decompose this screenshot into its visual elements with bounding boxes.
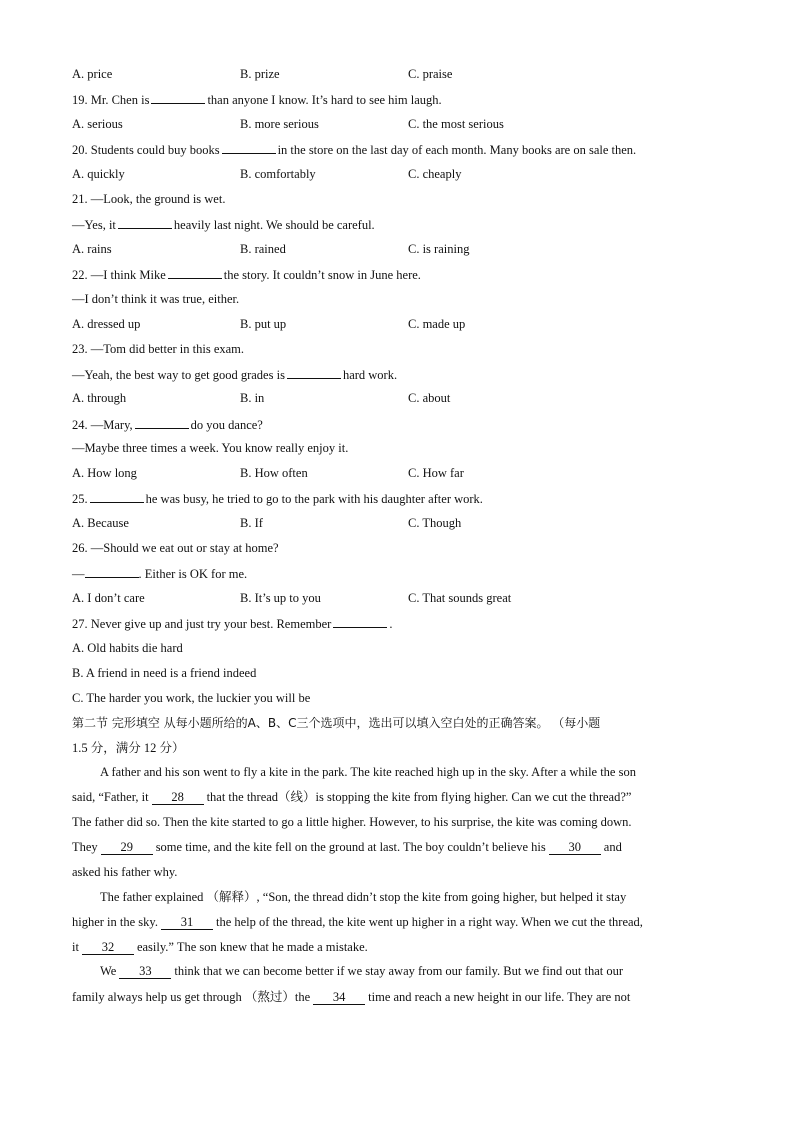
blank [222,141,276,154]
q24-option-a: A. How long [72,466,137,480]
blank [135,416,189,429]
q25-stem: 25. he was busy, he tried to go to the park with his daughter after work. [72,492,483,506]
q24-option-b: B. How often [240,466,308,480]
blank [333,615,387,628]
blank-number: 34 [313,991,365,1005]
q26-option-c: C. That sounds great [408,591,512,605]
q21-line1: 21. —Look, the ground is wet. [72,192,226,206]
q24-option-c: C. How far [408,466,464,480]
section-heading-line2: 1.5 分，满分 12 分） [72,741,185,755]
passage-line: The father explained （解释）, “Son, the thread didn’t stop the kite from going higher, but helped it stay [100,890,627,904]
section-heading-line1: 第二节 完形填空 从每小题所给的A、B、C三个选项中，选出可以填入空白处的正确答案。 （每小题 [72,716,601,730]
q19-option-b: B. more serious [240,117,319,131]
passage-line: it 32 easily.” The son knew that he made a mistake. [72,940,368,954]
q20-option-a: A. quickly [72,167,125,181]
q26-option-a: A. I don’t care [72,591,145,605]
passage-line: The father did so. Then the kite started to go a little higher. However, to his surprise, the kite was coming down. [72,815,632,829]
q21-option-b: B. rained [240,242,286,256]
q20-option-c: C. cheaply [408,167,462,181]
passage-line: A father and his son went to fly a kite in the park. The kite reached high up in the sky. After a while the son [100,765,636,779]
passage-line: asked his father why. [72,865,178,879]
q22-option-a: A. dressed up [72,317,141,331]
q19-stem: 19. Mr. Chen is than anyone I know. It’s hard to see him laugh. [72,93,442,107]
blank [151,91,205,104]
q24-line2: —Maybe three times a week. You know really enjoy it. [72,441,349,455]
q21-line2: —Yes, it heavily last night. We should be careful. [72,218,375,232]
blank-number: 28 [152,791,204,805]
q19-option-c: C. the most serious [408,117,504,131]
q27-option-c: C. The harder you work, the luckier you will be [72,691,311,705]
passage-line: family always help us get through （熬过）the 34 time and reach a new height in our life. They are not [72,990,631,1004]
q18-option-a: A. price [72,67,113,81]
blank [118,216,172,229]
q19-option-a: A. serious [72,117,123,131]
blank-number: 30 [549,841,601,855]
q22-option-c: C. made up [408,317,466,331]
q23-line1: 23. —Tom did better in this exam. [72,342,245,356]
q25-option-b: B. If [240,516,263,530]
q21-option-c: C. is raining [408,242,470,256]
q27-option-a: A. Old habits die hard [72,641,183,655]
blank-number: 29 [101,841,153,855]
blank-number: 32 [82,941,134,955]
q23-option-a: A. through [72,391,127,405]
blank-number: 31 [161,916,213,930]
passage-line: They 29 some time, and the kite fell on the ground at last. The boy couldn’t believe his 30 and [72,840,622,854]
q23-option-b: B. in [240,391,265,405]
passage-line: We 33 think that we can become better if we stay away from our family. But we find out that our [100,964,624,978]
passage-line: said, “Father, it 28 that the thread（线）is stopping the kite from flying higher. Can we cut the thread?” [72,790,632,804]
q26-option-b: B. It’s up to you [240,591,321,605]
q22-option-b: B. put up [240,317,287,331]
q20-option-b: B. comfortably [240,167,316,181]
blank-number: 33 [119,965,171,979]
blank [287,366,341,379]
q25-option-c: C. Though [408,516,462,530]
blank [85,565,139,578]
q23-option-c: C. about [408,391,451,405]
blank [90,490,144,503]
q20-stem: 20. Students could buy books in the store on the last day of each month. Many books are on sale then. [72,143,637,157]
q21-option-a: A. rains [72,242,112,256]
passage-line: higher in the sky. 31 the help of the thread, the kite went up higher in a right way. When we cut the thread, [72,915,643,929]
q27-stem: 27. Never give up and just try your best. Remember . [72,617,393,631]
q27-option-b: B. A friend in need is a friend indeed [72,666,257,680]
q26-line1: 26. —Should we eat out or stay at home? [72,541,279,555]
q23-line2: —Yeah, the best way to get good grades is hard work. [72,368,398,382]
q26-line2: — . Either is OK for me. [72,567,248,581]
q18-option-c: C. praise [408,67,453,81]
q25-option-a: A. Because [72,516,129,530]
q24-line1: 24. —Mary, do you dance? [72,418,263,432]
q18-option-b: B. prize [240,67,280,81]
blank [168,266,222,279]
q22-line1: 22. —I think Mike the story. It couldn’t snow in June here. [72,268,421,282]
q22-line2: —I don’t think it was true, either. [72,292,240,306]
